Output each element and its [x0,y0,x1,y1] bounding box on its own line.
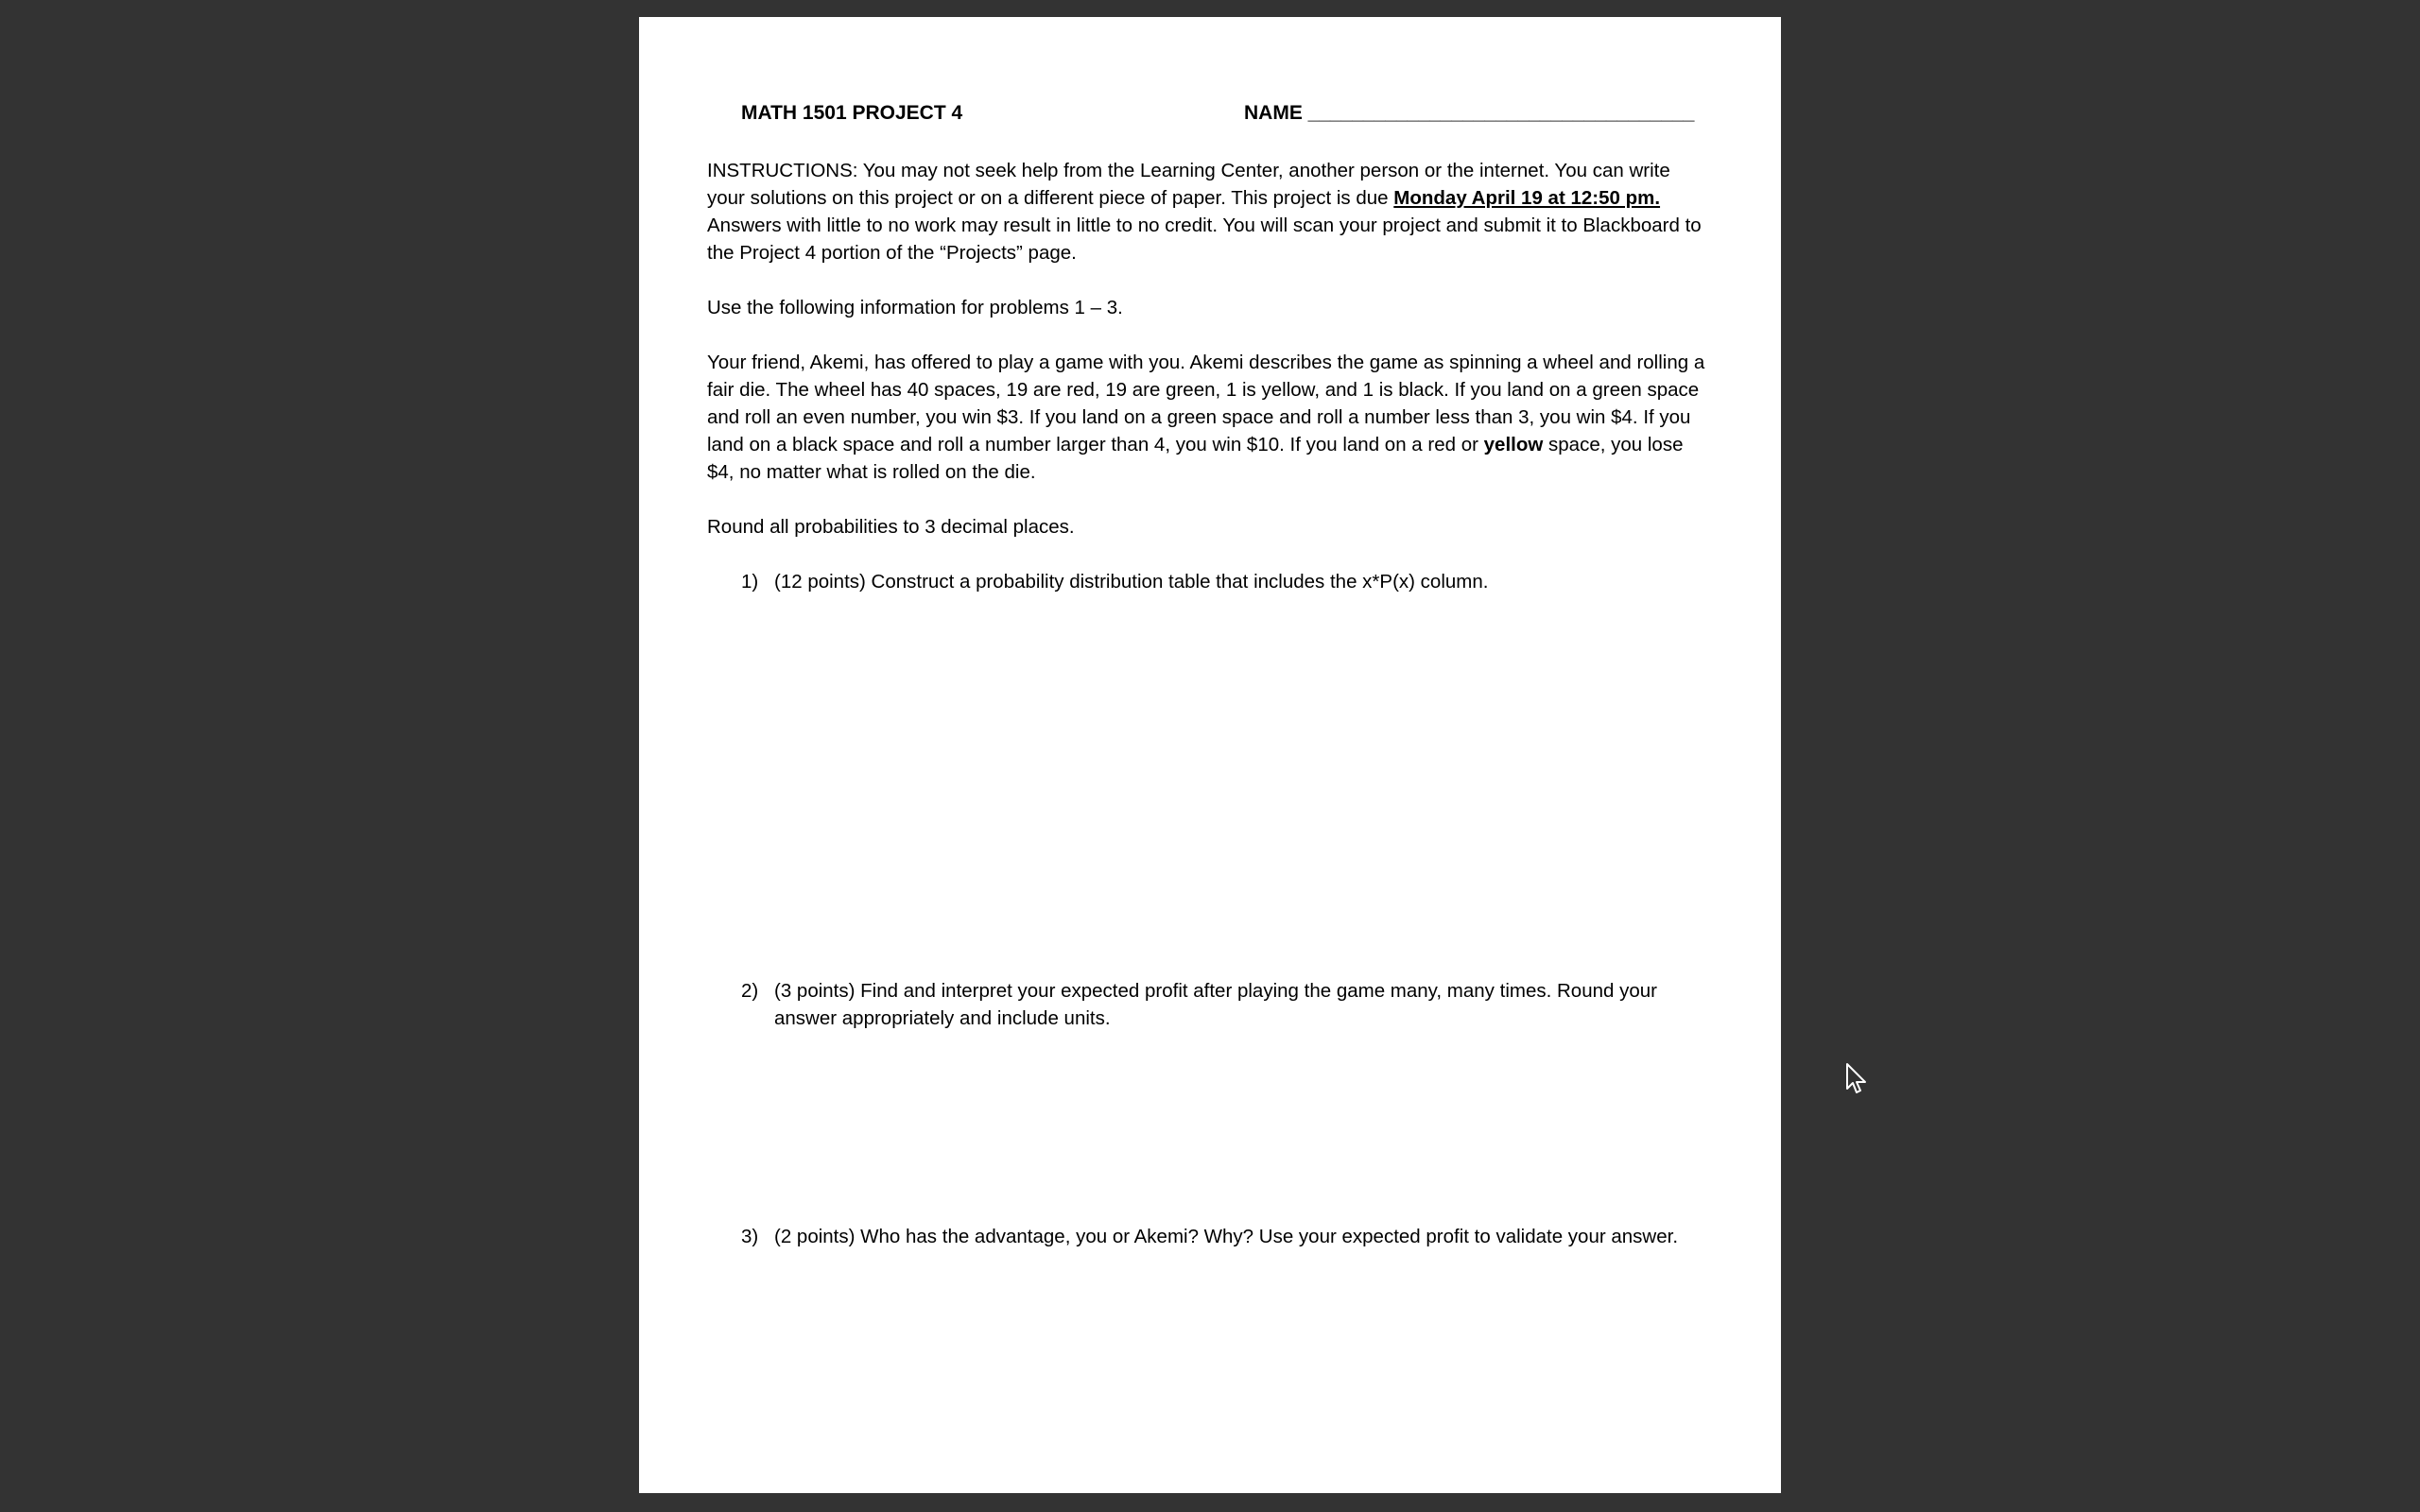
instructions-text-continued: Answers with little to no work may result in little to no credit. You will scan your project and submit it to Blackboard to the Project 4 portion of the “Projects” page. [707,215,1702,264]
use-info-line [707,294,1709,321]
question-2 [741,977,1709,1032]
question-text: (12 points) Construct a probability distribution table that includes the x*P(x) column. [774,571,1489,593]
question-text: (3 points) Find and interpret your expected profit after playing the game many, many times. Round your answer appropriately and include units. [774,980,1657,1029]
question-3 [741,1223,1709,1250]
question-number: 1) [741,571,759,593]
document-header [741,102,1709,132]
rounding-note [707,513,1709,541]
instructions-text: INSTRUCTIONS: You may not seek help from the Learning Center, another person or the internet. You can write your solutions on this project or on a different piece of paper. This project is due [707,160,1670,209]
document-page [639,17,1781,1493]
question-number: 3) [741,1226,759,1247]
use-info-text: Use the following information for problems 1 – 3. [707,297,1123,318]
game-description-text: Your friend, Akemi, has offered to play a game with you. Akemi describes the game as spinning a wheel and rolling a fair die. The wheel has 40 spaces, 19 are red, 19 are green, 1 is yellow, and 1 is black. If you land on a green space and roll an even number, you win $3. If you land on a green space and roll a number less than 3, you win $4. If you land on a black space and roll a number larger than 4, you win $10. If you land on a red or [707,352,1705,455]
game-description-text-end: space, you lose $4, no matter what is rolled on the die. [707,434,1684,483]
mouse-pointer-icon [1845,1062,1870,1096]
instructions-paragraph [707,157,1709,266]
question-text: (2 points) Who has the advantage, you or Akemi? Why? Use your expected profit to validate your answer. [774,1226,1679,1247]
name-field-label: NAME ___________________________________ [1244,102,1695,124]
question-number: 2) [741,980,759,1002]
question-1 [741,568,1709,595]
due-date: Monday April 19 at 12:50 pm. [1393,187,1661,209]
game-description-bold: yellow [1483,434,1544,455]
rounding-note-text: Round all probabilities to 3 decimal places. [707,516,1075,538]
project-title: MATH 1501 PROJECT 4 [741,102,963,124]
game-description [707,349,1709,486]
